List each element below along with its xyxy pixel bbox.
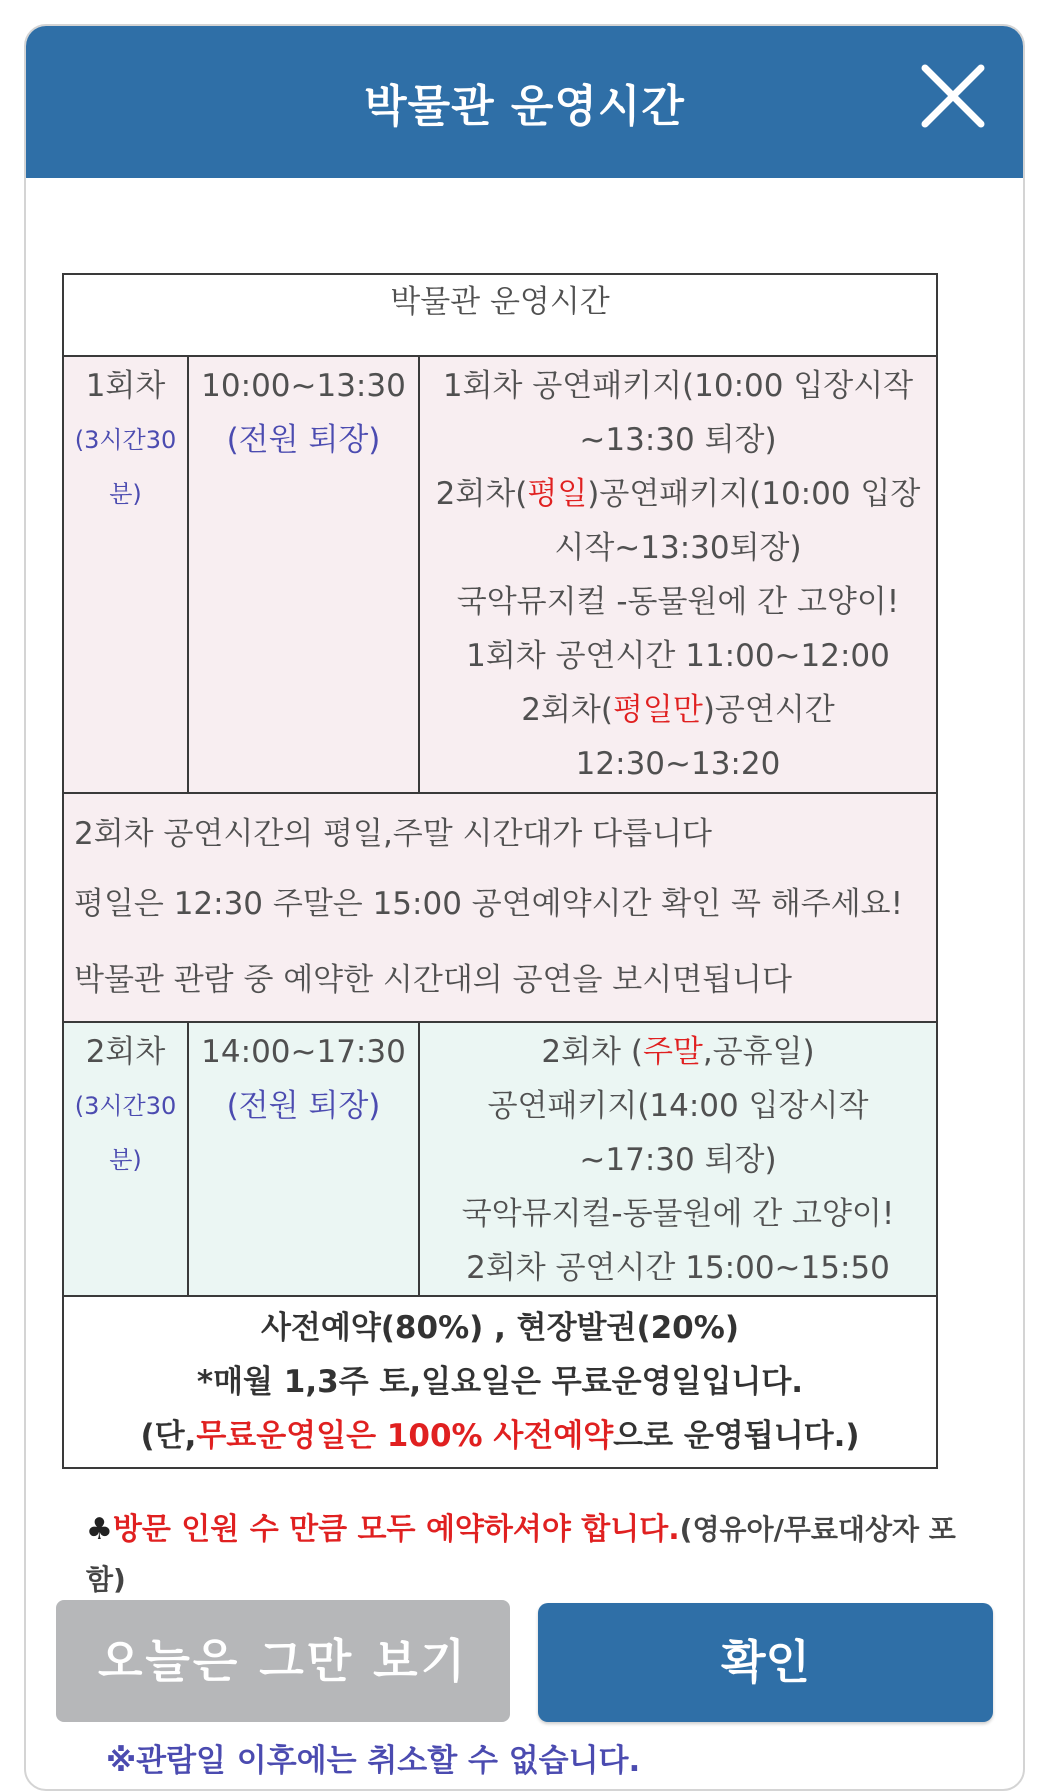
table-title-row (63, 274, 937, 356)
session-2-label: 2회차 (85, 1034, 166, 1070)
visitor-notice-note: (영유아/무료대상자 포함) (86, 1513, 956, 1596)
schedule-content (62, 273, 936, 1469)
session-2-duration: (3시간30분) (74, 1092, 177, 1174)
notes-cell (63, 793, 937, 1022)
table-title: 박물관 운영시간 (63, 274, 937, 356)
session-1-label-cell (63, 356, 188, 793)
text-part: )공연시간 12:30~13:20 (575, 692, 835, 782)
musical-title: 국악뮤지컬 -동물원에 간 고양이! (456, 584, 900, 620)
session-2-leave: (전원 퇴장) (226, 1088, 381, 1124)
note-3: 박물관 관람 중 예약한 시간대의 공연을 보시면됩니다 (74, 962, 792, 998)
reservation-highlight: 무료운영일은 100% 사전예약 (196, 1418, 614, 1454)
text-part: 2회차 ( (541, 1034, 643, 1070)
free-days-notice: *매월 1,3주 토,일요일은 무료운영일입니다. (196, 1364, 804, 1400)
session-2-time-cell (188, 1022, 419, 1296)
session-1-label: 1회차 (85, 368, 166, 404)
session-2-package: 공연패키지(14:00 입장시작~17:30 퇴장) (487, 1088, 869, 1178)
modal-title: 박물관 운영시간 (364, 81, 685, 132)
text-part: 2회차( (521, 692, 613, 728)
session-1-duration: (3시간30분) (74, 426, 177, 508)
weekday-only-highlight: 평일만 (612, 692, 703, 728)
note-1: 2회차 공연시간의 평일,주말 시간대가 다릅니다 (74, 816, 712, 852)
booking-info-cell (63, 1296, 937, 1468)
session-1-weekday-package (430, 467, 926, 575)
text-part: (단, (140, 1418, 197, 1454)
session-2-label-cell (63, 1022, 188, 1296)
session-1-leave: (전원 퇴장) (226, 422, 381, 458)
show-time-2-weekend: 2회차 공연시간 15:00~15:50 (466, 1250, 890, 1286)
weekend-highlight: 주말 (642, 1034, 703, 1070)
close-button[interactable] (919, 62, 987, 130)
modal-header (26, 26, 1023, 178)
text-part: ,공휴일) (702, 1034, 815, 1070)
booking-info-row (63, 1296, 937, 1468)
session-1-row (63, 356, 937, 793)
session-1-time: 10:00~13:30 (201, 368, 406, 404)
text-part: 으로 운영됩니다.) (613, 1418, 860, 1454)
close-icon (919, 62, 987, 130)
booking-ratio: 사전예약(80%) , 현장발권(20%) (260, 1310, 739, 1346)
session-2-details-cell (419, 1022, 937, 1296)
dismiss-today-button[interactable]: 오늘은 그만 보기 (56, 1600, 510, 1722)
notes-row (63, 793, 937, 1022)
confirm-button[interactable]: 확인 (538, 1603, 993, 1722)
session-2-header (430, 1025, 926, 1079)
visitor-notice (86, 1505, 966, 1605)
note-2: 평일은 12:30 주말은 15:00 공연예약시간 확인 꼭 해주세요! (74, 886, 904, 922)
show-time-2-weekday (430, 683, 926, 791)
visitor-notice-red: 방문 인원 수 만큼 모두 예약하셔야 합니다. (112, 1512, 680, 1547)
session-2-time: 14:00~17:30 (201, 1034, 406, 1070)
text-part: )공연패키지(10:00 입장시작~13:30퇴장) (554, 476, 921, 566)
schedule-table (62, 273, 938, 1469)
club-icon: ♣ (86, 1512, 113, 1547)
text-part: 2회차( (435, 476, 528, 512)
session-1-time-cell (188, 356, 419, 793)
free-days-reservation-notice (64, 1409, 936, 1463)
session-1-package: 1회차 공연패키지(10:00 입장시작~13:30 퇴장) (442, 368, 914, 458)
session-1-details-cell (419, 356, 937, 793)
show-time-1: 1회차 공연시간 11:00~12:00 (466, 638, 890, 674)
session-2-row (63, 1022, 937, 1296)
cancellation-notice: ※관람일 이후에는 취소할 수 없습니다. (106, 1743, 641, 1779)
weekday-highlight: 평일 (527, 476, 588, 512)
musical-title-2: 국악뮤지컬-동물원에 간 고양이! (461, 1196, 895, 1232)
